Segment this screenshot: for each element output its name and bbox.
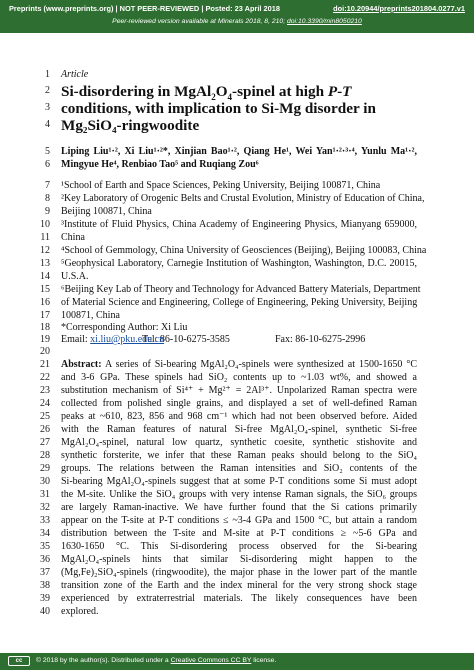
abstract-line: and 3-6 GPa. These spinels had SiO₂ contents up to ~1.03 wt%, and showed a bbox=[61, 372, 417, 383]
line-number: 1 bbox=[45, 69, 50, 80]
affiliation-line: 100871, China bbox=[61, 310, 120, 321]
line-number: 36 bbox=[40, 554, 50, 565]
line-number: 22 bbox=[40, 372, 50, 383]
line-number: 26 bbox=[40, 424, 50, 435]
line-number: 6 bbox=[45, 159, 50, 170]
line-number: 10 bbox=[40, 219, 50, 230]
line-number: 4 bbox=[45, 119, 50, 130]
line-number: 5 bbox=[45, 146, 50, 157]
affiliation-line: ³Institute of Fluid Physics, China Academy of Engineering Physics, Mianyang 659000, bbox=[61, 219, 417, 230]
abstract-line: collected from polished single grains, and displayed a set of well-defined Raman bbox=[61, 398, 417, 409]
peer-note-journal: Minerals bbox=[217, 18, 244, 25]
line-number: 34 bbox=[40, 528, 50, 539]
author-line-2: Mingyue He⁴, Renbiao Tao⁵ and Ruqiang Zou⁶ bbox=[61, 159, 259, 170]
line-number: 25 bbox=[40, 411, 50, 422]
abstract-line: substitution mechanism of Si⁴⁺ + Mg²⁺ = 2Al³⁺. Unpolarized Raman spectra were bbox=[61, 385, 417, 396]
preprint-header-bar bbox=[0, 0, 474, 33]
license-prefix: © 2018 by the author(s). Distributed under a bbox=[36, 657, 171, 664]
abstract-line: appear on the T-site at P-T conditions ≤ ~3-4 GPa and 1500 °C, but attain a random bbox=[61, 515, 417, 526]
abstract-line: are largely Raman-inactive. We have further found that the Si cations primarily bbox=[61, 502, 417, 513]
abstract-text: A series of Si-bearing MgAl₂O₄-spinels were synthesized at 1500-1650 °C bbox=[101, 359, 417, 370]
abstract-line: 1630-1650 °C. This Si-disordering process observed for the Si-bearing bbox=[61, 541, 417, 552]
title-line-1: Si-disordering in $MgAl_2O_4$-spinel at high P-T bbox=[61, 83, 352, 103]
line-number: 39 bbox=[40, 593, 50, 604]
line-number: 31 bbox=[40, 489, 50, 500]
preprint-banner-text: Preprints (www.preprints.org) | NOT PEER-REVIEWED | Posted: 23 April 2018 bbox=[9, 4, 280, 13]
affiliation-line: of Material Science and Engineering, College of Engineering, Peking University, Beijing bbox=[61, 297, 418, 308]
line-number: 18 bbox=[40, 322, 50, 333]
line-number: 17 bbox=[40, 310, 50, 321]
abstract-line: groups. The relations between the Raman intensities and SiO₂ contents of the bbox=[61, 463, 417, 474]
line-number: 11 bbox=[40, 232, 50, 243]
corresponding-author: *Corresponding Author: Xi Liu bbox=[61, 322, 188, 333]
title-line-2: conditions, with implication to Si-Mg disorder in bbox=[61, 100, 376, 117]
line-number: 38 bbox=[40, 580, 50, 591]
peer-note-rest: 2018, 8, 210; bbox=[243, 18, 287, 25]
line-number: 15 bbox=[40, 284, 50, 295]
title-line-3: Mg₂SiO₄-ringwoodite bbox=[61, 117, 200, 134]
fax: Fax: 86-10-6275-2996 bbox=[275, 334, 366, 345]
line-number: 30 bbox=[40, 476, 50, 487]
line-number: 16 bbox=[40, 297, 50, 308]
abstract-line: transition zone of the Earth and the index mineral for the very strong shock stage bbox=[61, 580, 417, 591]
license-text bbox=[36, 657, 276, 664]
preprint-doi-link[interactable]: doi:10.20944/preprints201804.0277.v1 bbox=[333, 4, 465, 13]
line-number: 35 bbox=[40, 541, 50, 552]
line-number: 19 bbox=[40, 334, 50, 345]
line-number: 29 bbox=[40, 463, 50, 474]
affiliation-line: ¹School of Earth and Space Sciences, Peking University, Beijing 100871, China bbox=[61, 180, 381, 191]
line-number: 24 bbox=[40, 398, 50, 409]
line-number: 12 bbox=[40, 245, 50, 256]
line-number: 28 bbox=[40, 450, 50, 461]
license-link[interactable]: Creative Commons CC BY bbox=[170, 657, 252, 664]
license-footer bbox=[0, 653, 474, 670]
abstract-line: Si-bearing MgAl₂O₄-spinels suggest that at some P-T conditions some Si must adopt bbox=[61, 476, 417, 487]
affiliation-line: China bbox=[61, 232, 85, 243]
email-row bbox=[61, 334, 417, 346]
line-number: 9 bbox=[45, 206, 50, 217]
affiliation-line: ⁶Beijing Key Lab of Theory and Technology for Advanced Battery Materials, Department bbox=[61, 284, 421, 295]
abstract-line: peaks at ~610, 823, 856 and 968 cm⁻¹ which had not been observed before. Aided bbox=[61, 411, 417, 422]
line-number: 27 bbox=[40, 437, 50, 448]
affiliation-line: Beijing 100871, China bbox=[61, 206, 152, 217]
license-suffix: license. bbox=[251, 657, 277, 664]
line-number: 21 bbox=[40, 359, 50, 370]
line-number: 7 bbox=[45, 180, 50, 191]
affiliation-line: U.S.A. bbox=[61, 271, 89, 282]
abstract-line: with the Raman features of natural Si-free MgAl₂O₄-spinel, synthetic Si-free bbox=[61, 424, 417, 435]
line-number: 8 bbox=[45, 193, 50, 204]
line-number: 3 bbox=[45, 102, 50, 113]
abstract-line: distribution between the T-site and M-site at P-T conditions ≥ ~5-6 GPa and bbox=[61, 528, 417, 539]
abstract-line: MgAl₂O₄-spinels hints that similar Si-disordering might happen to the bbox=[61, 554, 417, 565]
affiliation-line: ²Key Laboratory of Orogenic Belts and Crustal Evolution, Ministry of Education of China, bbox=[61, 193, 425, 204]
article-type-label: Article bbox=[61, 69, 89, 80]
line-number: 37 bbox=[40, 567, 50, 578]
abstract-label: Abstract: bbox=[61, 359, 102, 370]
line-number: 23 bbox=[40, 385, 50, 396]
affiliation-line: ⁵Geophysical Laboratory, Carnegie Institution of Washington, Washington, D.C. 20015, bbox=[61, 258, 417, 269]
line-number: 20 bbox=[40, 346, 50, 357]
line-number: 32 bbox=[40, 502, 50, 513]
peer-doi-link[interactable]: doi:10.3390/min8050210 bbox=[286, 18, 362, 25]
peer-note-prefix: Peer-reviewed version available at bbox=[112, 18, 218, 25]
abstract-line: synthetic forsterite, we infer that these Raman peaks should belong to the SiO₄ bbox=[61, 450, 417, 461]
abstract-line: the M-site. Unlike the SiO₄ groups with very intense Raman signals, the SiO₆ groups bbox=[61, 489, 417, 500]
affiliation-line: ⁴School of Gemmology, China University of Geosciences (Beijing), Beijing 100083, China bbox=[61, 245, 427, 256]
author-line-1: Liping Liu¹·², Xi Liu¹·²*, Xinjian Bao¹·², Qiang He¹, Wei Yan¹·²·³·⁴, Yunlu Ma¹·², bbox=[61, 146, 417, 157]
abstract-line: explored. bbox=[61, 606, 99, 617]
line-number: 2 bbox=[45, 85, 50, 96]
abstract-line: experienced by extraterrestrial materials. The likely consequences have been bbox=[61, 593, 417, 604]
abstract-line bbox=[61, 359, 417, 371]
line-number: 14 bbox=[40, 271, 50, 282]
line-number: 13 bbox=[40, 258, 50, 269]
peer-reviewed-note bbox=[0, 18, 474, 25]
telephone: Tel: 86-10-6275-3585 bbox=[142, 334, 230, 345]
line-number: 33 bbox=[40, 515, 50, 526]
line-number: 40 bbox=[40, 606, 50, 617]
abstract-line: MgAl₂O₄-spinel, natural low quartz, synthetic coesite, synthetic stishovite and bbox=[61, 437, 417, 448]
email-link[interactable]: xi.liu@pku.edu.cn bbox=[90, 334, 165, 345]
cc-badge-icon: cc bbox=[8, 656, 30, 666]
abstract-line: (Mg,Fe)₂SiO₄-spinels (ringwoodite), the major phase in the lower part of the mantle bbox=[61, 567, 417, 578]
email-label: Email: bbox=[61, 334, 88, 345]
